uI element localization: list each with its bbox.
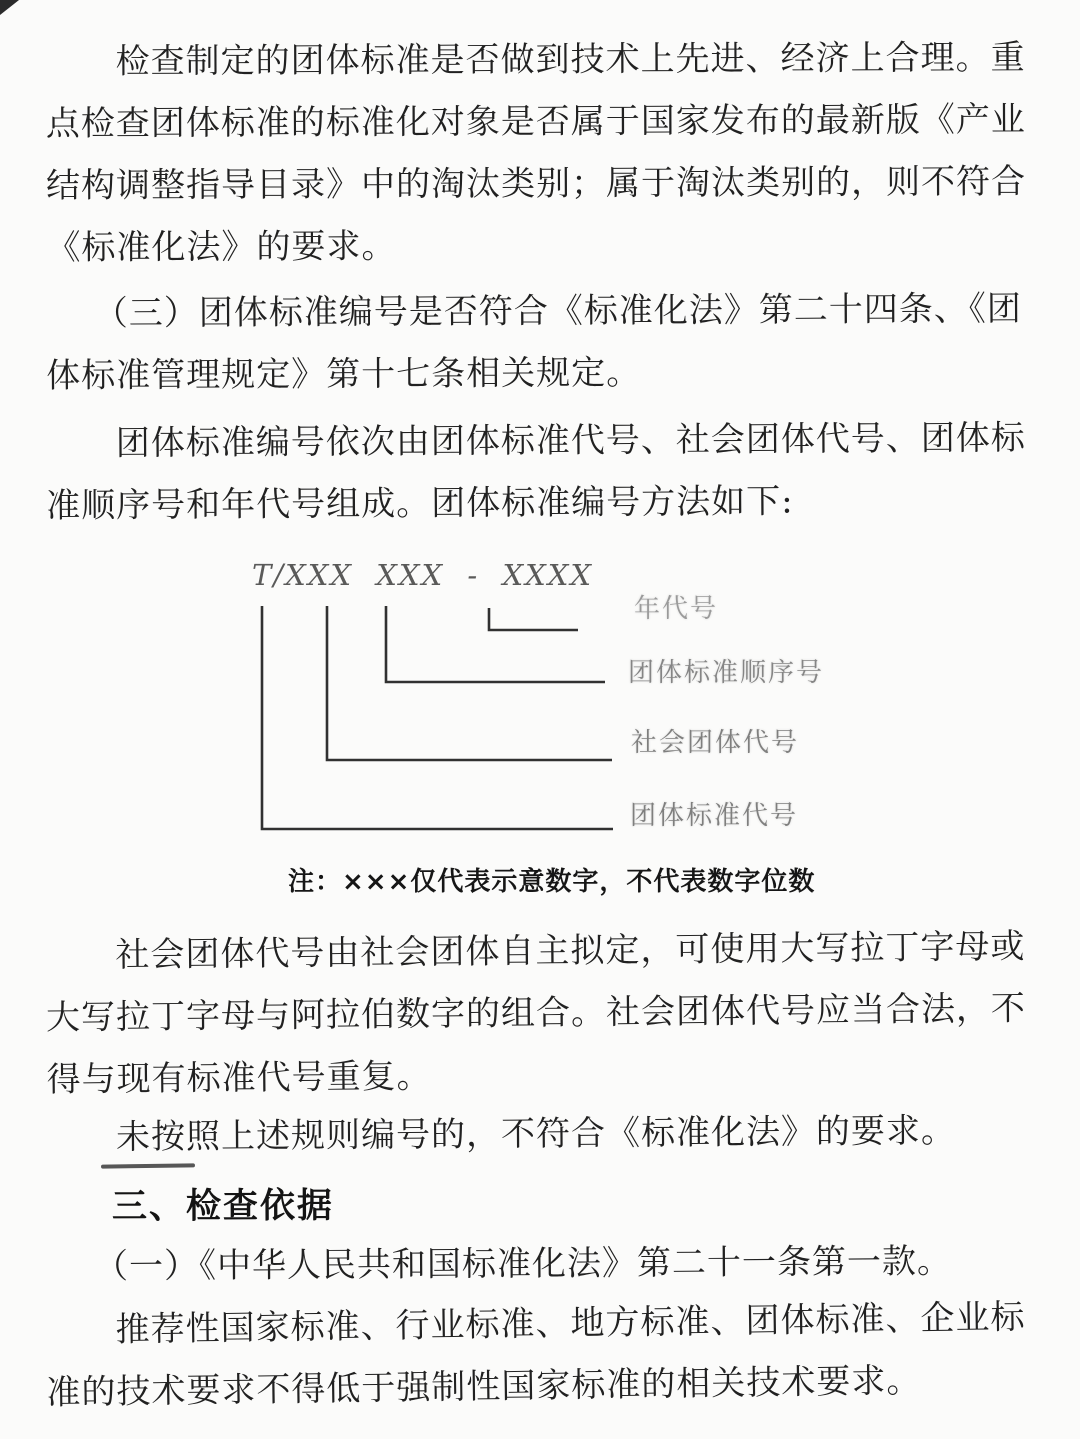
scan-corner-artifact — [0, 0, 19, 15]
text-line: 结构调整指导目录》中的淘汰类别；属于淘汰类别的，则不符合 — [46, 161, 1027, 206]
text-line: （一）《中华人民共和国标准化法》第二十一条第一款。 — [93, 1241, 953, 1287]
paragraph-4 — [45, 915, 1067, 1111]
diagram-connector-lines — [0, 540, 1080, 860]
paragraph-5 — [46, 1099, 1066, 1169]
text-line: 未按照上述规则编号的，不符合《标准化法》的要求。 — [115, 1110, 957, 1158]
text-line: 《标准化法》的要求。 — [46, 226, 397, 268]
diagram-label-social-org-code: 社会团体代号 — [631, 728, 800, 758]
section-heading: 三、检查依据 — [111, 1186, 335, 1227]
text-line: 推荐性国家标准、行业标准、地方标准、团体标准、企业标 — [115, 1297, 1026, 1351]
diagram-note: 注：×××仅代表示意数字，不代表数字位数 — [288, 867, 816, 897]
text-line: 点检查团体标准的标准化对象是否属于国家发布的最新版《产业 — [45, 99, 1026, 145]
diagram-label-sequence-number: 团体标准顺序号 — [628, 658, 825, 688]
text-line: 准顺序号和年代号组成。团体标准编号方法如下: — [46, 481, 794, 526]
paragraph-2 — [46, 278, 1067, 407]
text-line: （三）团体标准编号是否符合《标准化法》第二十四条、《团 — [93, 288, 1022, 334]
text-line: 准的技术要求不得低于强制性国家标准的相关技术要求。 — [46, 1360, 922, 1413]
text-line: 团体标准编号依次由团体标准代号、社会团体代号、团体标 — [115, 418, 1026, 464]
text-line: 检查制定的团体标准是否做到技术上先进、经济上合理。重 — [115, 37, 1026, 82]
paragraph-1 — [45, 27, 1066, 279]
text-line: 得与现有标准代号重复。 — [46, 1056, 432, 1100]
paragraph-7 — [45, 1286, 1067, 1424]
diagram-label-standard-code: 团体标准代号 — [630, 801, 799, 831]
text-line: 体标准管理规定》第十七条相关规定。 — [46, 352, 642, 396]
text-line: 社会团体代号由社会团体自主拟定，可使用大写拉丁字母或 — [115, 926, 1026, 976]
diagram-formula: T/XXX XXX - XXXX — [252, 558, 594, 592]
diagram-label-year-code: 年代号 — [634, 594, 719, 624]
text-line: 大写拉丁字母与阿拉伯数字的组合。社会团体代号应当合法，不 — [45, 988, 1027, 1038]
paragraph-3 — [46, 407, 1067, 537]
